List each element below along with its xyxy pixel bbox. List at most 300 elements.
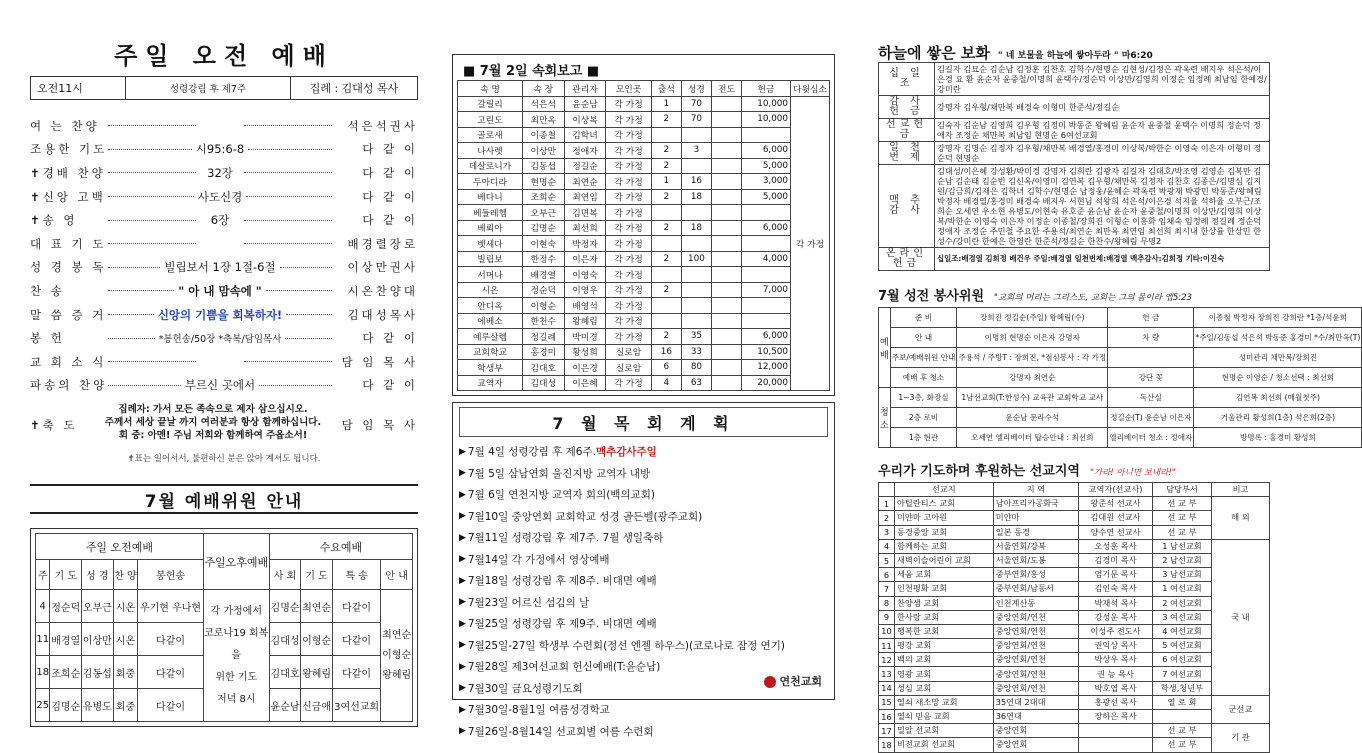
order-person: 다 같 이 (362, 378, 418, 393)
volunteer-cell: *주일/김동섭 석은석 박동준 홍경미 *수/최만옥(T) (1194, 328, 1362, 348)
report-cell: 70 (681, 112, 711, 128)
mission-cell: 인천평화 교회 (895, 582, 994, 596)
volunteer-row (879, 348, 1362, 368)
report-cell: 이형순 (522, 298, 564, 314)
mission-cell: 중앙연회/연천 (993, 624, 1079, 638)
order-person: 이상만권사 (347, 260, 418, 275)
offering-names: 김숙자 김순남 김영희 김우형 김정미 박동준 왕혜림 윤순자 윤중철 윤택수 이명희 정순덕 정애자 조정순 채만복 최남임 현명순 6여선교회 (935, 119, 1270, 142)
order-label: 대 표 기 도 (30, 236, 107, 251)
report-cell: 4,000 (742, 251, 791, 267)
volunteer-title: 7월 성전 봉사위원 (878, 289, 985, 304)
report-cell: 70 (681, 96, 711, 112)
mission-cell: 16 (879, 710, 895, 724)
order-detail: 시95:6-8 (195, 142, 245, 157)
mission-row (879, 653, 1270, 667)
report-row (458, 189, 830, 205)
report-cell: 3 (681, 143, 711, 159)
report-cell: 각 가정 (606, 158, 652, 174)
mission-row (879, 710, 1270, 724)
duty-am-head: 주일 오전예배 (36, 534, 204, 560)
pm-note-line: 각 가정에서 (210, 605, 262, 617)
order-detail: 사도신경 (197, 189, 243, 204)
mission-cell: 아틸란티스 교회 (895, 497, 994, 511)
plan-item (459, 635, 828, 657)
triangle-bullet-icon: ▶ (459, 597, 466, 608)
volunteer-row (879, 328, 1362, 348)
order-row (30, 374, 418, 398)
duty-col-head: 특 송 (332, 560, 380, 590)
report-cell: 시온 (458, 282, 523, 298)
duty-cell-wpray: 이형순 (301, 623, 333, 656)
report-cell: 2 (651, 158, 681, 174)
plan-text: 7월18일 성령강림 후 제8주. 비대면 예배 (467, 575, 657, 588)
report-col-head: 관리자 (564, 81, 606, 97)
volunteer-cell: 장희진 정길순(주일) 왕혜림(수) (957, 308, 1108, 328)
plan-text: 7월11일 성령강림 후 제7주. 7월 생일축하 (467, 532, 664, 545)
mission-header (878, 460, 1270, 482)
report-row (458, 143, 830, 159)
report-cell: 각 가정 (606, 96, 652, 112)
order-trailing-dots (266, 290, 332, 291)
mission-cell: 김인숙 목사 (1079, 582, 1153, 596)
plan-text: 7월28일 제3여선교회 헌신예배(T:윤순남) (467, 661, 661, 674)
treasure-title: 하늘에 쌓은 보화 (878, 44, 990, 62)
volunteer-cell (1108, 348, 1194, 368)
order-trailing-dots (244, 172, 332, 173)
wed-guides (381, 590, 413, 722)
order-row (30, 114, 418, 138)
report-cell: 이은경 (564, 360, 606, 376)
report-cell: 예루살렘 (458, 329, 523, 345)
order-trailing-dots (246, 196, 332, 197)
duty-cell-bible: 유병도 (82, 689, 114, 722)
mission-cell: 김경미 목사 (1079, 553, 1153, 567)
report-column (452, 0, 835, 738)
order-trailing-dots (244, 220, 332, 221)
report-cell (681, 313, 711, 329)
plan-text: 7월14일 각 가정에서 영상예배 (467, 553, 610, 566)
duty-cell-host: 김명순 (269, 590, 301, 623)
pm-note-line: 위한 기도 (215, 671, 258, 683)
volunteer-cell: 김연복 최선희 (매월첫주) (1194, 388, 1362, 408)
mission-cell: 중앙연회/연천 (993, 653, 1079, 667)
mission-cell: 평강 교회 (895, 639, 994, 653)
plan-item (459, 441, 828, 463)
order-leader-dots (108, 267, 160, 268)
report-cell: 2 (651, 282, 681, 298)
order-list (30, 114, 418, 397)
report-cell: 이영우 (564, 282, 606, 298)
triangle-bullet-icon: ▶ (459, 554, 466, 565)
offering-type: 맥 추 감 사 (879, 165, 935, 248)
volunteer-table (878, 307, 1362, 448)
mission-cell: 4 여선교회 (1152, 624, 1211, 638)
duty-cell-week: 4 (36, 590, 50, 623)
mission-row (879, 639, 1270, 653)
mission-row (879, 539, 1270, 553)
report-cell: 이종철 (522, 127, 564, 143)
notice-line: 주께서 세상 끝날 까지 여러분과 항상 함께하십니다. (104, 417, 322, 429)
volunteer-row (879, 408, 1362, 428)
mission-cell: 오성훈 목사 (1079, 539, 1153, 553)
order-person: 다 같 이 (362, 331, 418, 346)
plan-list (459, 441, 828, 742)
order-detail: *봉헌송/50장 *축복/담임목사 (158, 334, 282, 346)
report-cell: 두아디라 (458, 174, 523, 190)
volunteer-cell: 거울관리 황성희(1층) 석은희(2층) (1194, 408, 1362, 428)
offering-row (879, 96, 1270, 119)
report-cell (681, 267, 711, 283)
report-cell (711, 174, 741, 190)
offering-names: 김대성/이은혜 강성환/박미경 강명자 김희란 김광자 김길자 김대호/박조영 김영순 김복만 김순남 김순태 김순빈 김신옥/이영미 김연복 김우형/채만복 김정자 김찬호 김종은/김명심 김지원/김금희/김재은 김학녀 김학수/현명순 남정웅/윤혜순 곽옥련 박광재 박광민 박동준/왕혜림 박정자 배경열/홍경미 배경숙 배지우 서현님 석왕희 석은석/이은경 석지율 석하율 오부근/조희순 오세연 우소현 유병도/이현숙 유호준 윤순남 윤순자 윤중철/이명희 이상만/김영희 이상복/박한순 이영숙 이은자 이정순 이종철/장희진 이형순 이홍화 임채숙 임정례 정길례 정순덕 정애자 조정순 주민철 주요한 주용석/최연순 최만옥 최연임 최선희 최시내 한상률 한상민 한성수/강미란 한예은 한영란 한준석/정길순 한찬수/왕혜림 무명2 (935, 165, 1270, 248)
order-person: 담 임 목 사 (341, 354, 418, 369)
mission-cell: 중부연회/남동서 (993, 582, 1079, 596)
mission-cell: 14 (879, 681, 895, 695)
volunteer-group: 청소 (879, 388, 891, 448)
plan-item (459, 592, 828, 614)
report-cell: 조희순 (522, 189, 564, 205)
mission-cell: 5 여선교회 (1152, 639, 1211, 653)
report-cell (681, 158, 711, 174)
triangle-bullet-icon: ▶ (459, 726, 466, 737)
order-row (30, 303, 418, 327)
report-cell: 김동섭 (522, 158, 564, 174)
report-cell: 각 가정 (606, 329, 652, 345)
report-cell: 석은석 (522, 96, 564, 112)
order-row (30, 232, 418, 256)
report-row (458, 174, 830, 190)
mission-cell: 박상우 목사 (1079, 653, 1153, 667)
duty-title-bar (30, 484, 418, 514)
order-person: 다 같 이 (362, 142, 418, 157)
triangle-bullet-icon: ▶ (459, 661, 466, 672)
volunteer-row (879, 428, 1362, 448)
report-col-head: 모인곳 (606, 81, 652, 97)
order-label: 교 회 소 식 (30, 354, 107, 369)
mission-cell: 밀알 선교회 (895, 724, 994, 738)
duty-col-head: 사 회 (269, 560, 301, 590)
triangle-bullet-icon: ▶ (459, 511, 466, 522)
mission-cell (1079, 738, 1153, 752)
duty-cell-wpray: 최연순 (301, 590, 333, 623)
mission-row (879, 497, 1270, 511)
triangle-bullet-icon: ▶ (459, 704, 466, 715)
mission-head-row (879, 483, 1270, 497)
mission-cell: 6 여선교회 (1152, 653, 1211, 667)
order-leader-dots (108, 385, 181, 386)
order-leader-dots (108, 125, 196, 126)
mission-region: 군선교 (1212, 695, 1270, 723)
report-cell: 김면복 (564, 205, 606, 221)
mission-cell: 남아프리카공화국 (993, 497, 1079, 511)
mission-cell: 김대원 선교사 (1079, 511, 1153, 525)
order-person: 시온찬양대 (347, 283, 419, 298)
report-cell: 5,000 (742, 158, 791, 174)
mission-cell: 3 남선교회 (1152, 568, 1211, 582)
report-cell (711, 205, 741, 221)
order-leader-dots (108, 172, 196, 173)
order-detail: 6장 (210, 213, 230, 228)
offering-type: 일 천 번 제 (879, 142, 935, 165)
triangle-bullet-icon: ▶ (459, 640, 466, 651)
duty-cell-praise: 회중 (113, 689, 138, 722)
mission-cell: 선 교 부 (1152, 525, 1211, 539)
order-row (30, 279, 418, 303)
report-cell: 베뢰아 (458, 220, 523, 236)
order-leader-dots (108, 220, 196, 221)
report-cell (651, 298, 681, 314)
volunteer-cell: 1남선교회(T:한성수) 교육관 교회학교 교사 (957, 388, 1108, 408)
triangle-bullet-icon: ▶ (459, 468, 466, 479)
order-row (30, 256, 418, 280)
mission-col-head: 비고 (1212, 483, 1270, 497)
mission-cell: 왕준석 선교사 (1079, 497, 1153, 511)
duty-cell-special: 다같이 (332, 590, 380, 623)
duty-cell-offer: 다같이 (138, 656, 203, 689)
mission-cell: 새벽이슬어린이 교회 (895, 553, 994, 567)
mission-region: 기 관 (1212, 724, 1270, 752)
report-cell (742, 267, 791, 283)
plan-item (459, 484, 828, 506)
mission-cell: 열쇠 새소망 교회 (895, 695, 994, 709)
order-person: 배경렬장로 (347, 236, 418, 251)
report-cell: 35 (681, 329, 711, 345)
report-cell (711, 127, 741, 143)
order-detail: 빌립보서 1장 1절-6절 (164, 260, 276, 275)
plan-text: 7월25일 성령강림 후 제9주. 비대면 예배 (467, 618, 657, 631)
triangle-bullet-icon: ▶ (459, 618, 466, 629)
report-cell: 빌립보 (458, 251, 523, 267)
report-cell (711, 329, 741, 345)
plan-item (459, 699, 828, 721)
report-cell: 에베소 (458, 313, 523, 329)
volunteer-cell: 강명자 최연순 (957, 368, 1108, 388)
report-cell: 12,000 (742, 360, 791, 376)
mission-cell: 박호엽 목사 (1079, 681, 1153, 695)
report-cell (651, 313, 681, 329)
report-cell: 왕혜림 (564, 313, 606, 329)
duty-cell-offer: 우기현 우나현 (138, 590, 203, 623)
mission-cell: 서울연회/도봉 (993, 553, 1079, 567)
mission-cell: 행복한 교회 (895, 624, 994, 638)
report-cell: 최연순 (564, 174, 606, 190)
report-cell (651, 127, 681, 143)
duty-cell-special: 다같이 (332, 623, 380, 656)
mission-cell: 36연대 (993, 710, 1079, 724)
report-cell: 각 가정 (606, 313, 652, 329)
standing-footnote: ✝표는 일어서서, 불편하신 분은 앉아 계셔도 됩니다. (127, 454, 321, 465)
order-row (30, 208, 418, 232)
notice-line: 회 중: 아멘! 주님 저희와 함께하여 주옵소서! (118, 430, 308, 442)
report-cell: 안디옥 (458, 298, 523, 314)
report-cell: 10,000 (742, 96, 791, 112)
volunteer-cell: 오세연 엘리베이터 탑승안내 : 최선희 (957, 428, 1108, 448)
report-cell: 김학녀 (564, 127, 606, 143)
volunteer-cell: 안 내 (890, 328, 957, 348)
treasure-verse: " 네 보물을 하늘에 쌓아두라 " 마6:20 (997, 51, 1153, 61)
report-cell: 각 가정 (606, 375, 652, 391)
report-cell: 윤순남 (564, 96, 606, 112)
notice-line: 집례자: 가서 모든 족속으로 제자 삼으십시오. (118, 404, 308, 416)
duty-row (36, 590, 413, 623)
mission-row (879, 596, 1270, 610)
volunteer-row (879, 308, 1362, 328)
report-cell: 박미경 (564, 329, 606, 345)
mission-cell: 서울연회/강북 (993, 539, 1079, 553)
order-leader-dots (108, 314, 154, 315)
mission-cell: 양수연 선교사 (1079, 525, 1153, 539)
order-leader-dots (108, 361, 196, 362)
offering-row (879, 63, 1270, 96)
mission-row (879, 681, 1270, 695)
report-col-head: 속 명 (458, 81, 523, 97)
mission-cell: 10 (879, 624, 895, 638)
report-cell (651, 267, 681, 283)
order-label: 찬 송 (30, 283, 65, 298)
report-cell (711, 298, 741, 314)
mission-cell (1152, 710, 1211, 724)
duty-cell-host: 김대호 (269, 656, 301, 689)
report-cell (711, 282, 741, 298)
report-cell: 베들레헴 (458, 205, 523, 221)
mission-cell: 3 (879, 525, 895, 539)
report-cell: 5,000 (742, 189, 791, 205)
order-trailing-dots (285, 338, 332, 339)
plan-text: 7월25일-27일 학생부 수련회(정선 엔젤 하우스)(코로나로 잠정 연기) (467, 639, 785, 652)
plan-text: 7월23일 어르신 섬김의 날 (467, 596, 590, 609)
order-person: 다 같 이 (362, 189, 418, 204)
plan-box (452, 402, 835, 738)
mission-cell: 성심 교회 (895, 681, 994, 695)
mission-cell: 중앙연회/연천 (993, 639, 1079, 653)
report-col-head: 성경 (681, 81, 711, 97)
report-cell: 골로새 (458, 127, 523, 143)
duty-wed-head: 수요예배 (269, 534, 412, 560)
volunteer-cell: 윤순남 문라수석 (957, 408, 1108, 428)
mission-cell: 11 (879, 639, 895, 653)
mission-cell: 15 (879, 695, 895, 709)
offering-type: 선교헌금 (879, 119, 935, 142)
duty-title: 7월 예배위원 안내 (144, 491, 304, 512)
volunteer-cell: 예배 후 청소 (890, 368, 957, 388)
mission-cell: 7 (879, 582, 895, 596)
duty-cell-pray: 조희순 (50, 656, 82, 689)
mission-cell: 2 (879, 511, 895, 525)
report-cell: 김대호 (522, 360, 564, 376)
order-trailing-dots (280, 267, 332, 268)
mission-cell: 동경중앙 교회 (895, 525, 994, 539)
report-row (458, 158, 830, 174)
mission-cell: 선 교 부 (1152, 497, 1211, 511)
mission-cell: 백의 교회 (895, 653, 994, 667)
mission-row (879, 695, 1270, 709)
mission-cell: 13 (879, 667, 895, 681)
mission-cell: 12 (879, 653, 895, 667)
cell-report-box (452, 54, 835, 396)
report-cell: 이상복 (564, 112, 606, 128)
plan-item (459, 549, 828, 571)
volunteer-cell: 엘리베이터 청소 : 정애자 (1108, 428, 1194, 448)
report-cell (651, 205, 681, 221)
report-cell: 각 가정 (606, 251, 652, 267)
duty-cell-praise: 시온 (113, 590, 138, 623)
report-cell: 16 (651, 344, 681, 360)
service-week: 성령강림 후 제7주 (126, 77, 291, 99)
report-cell: 이은혜 (564, 375, 606, 391)
report-col-head: 속 장 (522, 81, 564, 97)
order-row (30, 138, 418, 162)
duty-cell-wpray: 신금애 (301, 689, 333, 722)
mission-cell: 2 여선교회 (1152, 596, 1211, 610)
mission-cell: 35연대 2대대 (993, 695, 1079, 709)
duty-table (35, 533, 413, 722)
order-detail: 32장 (207, 165, 233, 180)
mission-cell: 3 여선교회 (1152, 610, 1211, 624)
report-cell: 33 (681, 344, 711, 360)
volunteer-cell: 방명록 : 홍경미 황성희 (1194, 428, 1362, 448)
report-cell (711, 143, 741, 159)
duty-cell-praise: 회중 (113, 656, 138, 689)
report-cell: 2 (651, 112, 681, 128)
volunteer-group: 예배 (879, 308, 891, 388)
order-label: 여 는 찬양 (30, 118, 100, 133)
mission-cell: 4 (879, 539, 895, 553)
volunteer-cell: 강단 꽃 (1108, 368, 1194, 388)
mission-row (879, 582, 1270, 596)
report-cell: 각 가정 (606, 298, 652, 314)
report-cell (711, 344, 741, 360)
pm-note-line: 저녁 8시 (216, 693, 256, 705)
mission-cell: 미얀마 (993, 511, 1079, 525)
service-leader: 집례 : 김대성 목사 (309, 82, 399, 95)
plan-item (459, 721, 828, 743)
duty-col-head: 봉헌송 (138, 560, 203, 590)
plan-text: 7월 6일 연천지방 교역자 회의(백의교회) (467, 489, 655, 502)
duty-cell-offer: 다같이 (138, 623, 203, 656)
mission-col-head: 교역자(선교사) (1079, 483, 1153, 497)
mission-cell: 영광 교회 (895, 667, 994, 681)
report-cell: 베다니 (458, 189, 523, 205)
pm-service-note (203, 590, 269, 722)
volunteer-row (879, 388, 1362, 408)
report-cell: 각 가정 (606, 282, 652, 298)
report-cell: 홍경미 (522, 344, 564, 360)
report-cell: 고린도 (458, 112, 523, 128)
order-person: 석은석권사 (347, 118, 418, 133)
church-logo-text: 연천교회 (779, 675, 822, 688)
info-column (878, 0, 1361, 750)
report-cell: 한정수 (522, 251, 564, 267)
report-cell: 정길순 (564, 158, 606, 174)
duty-cell-offer: 다같이 (138, 689, 203, 722)
report-cell (742, 313, 791, 329)
mission-cell: 중앙연회/연천 (993, 667, 1079, 681)
order-person: 다 같 이 (362, 165, 418, 180)
mission-row (879, 738, 1270, 752)
order-trailing-dots (259, 385, 332, 386)
report-cell: 100 (681, 251, 711, 267)
report-cell: 정순덕 (522, 282, 564, 298)
mission-cell: 2 남선교회 (1152, 553, 1211, 567)
plan-item (459, 570, 828, 592)
report-row (458, 298, 830, 314)
order-detail: 신앙의 기쁨을 회복하자! (157, 307, 283, 322)
mission-cell: 1 여선교회 (1152, 582, 1211, 596)
report-cell: 각 가정 (606, 205, 652, 221)
duty-pm-head: 주일오후예배 (203, 534, 269, 590)
report-cell: 벳세다 (458, 236, 523, 252)
volunteer-cell: 이종철 박정자 장희진 강희란 *1층/석윤희 (1194, 308, 1362, 328)
